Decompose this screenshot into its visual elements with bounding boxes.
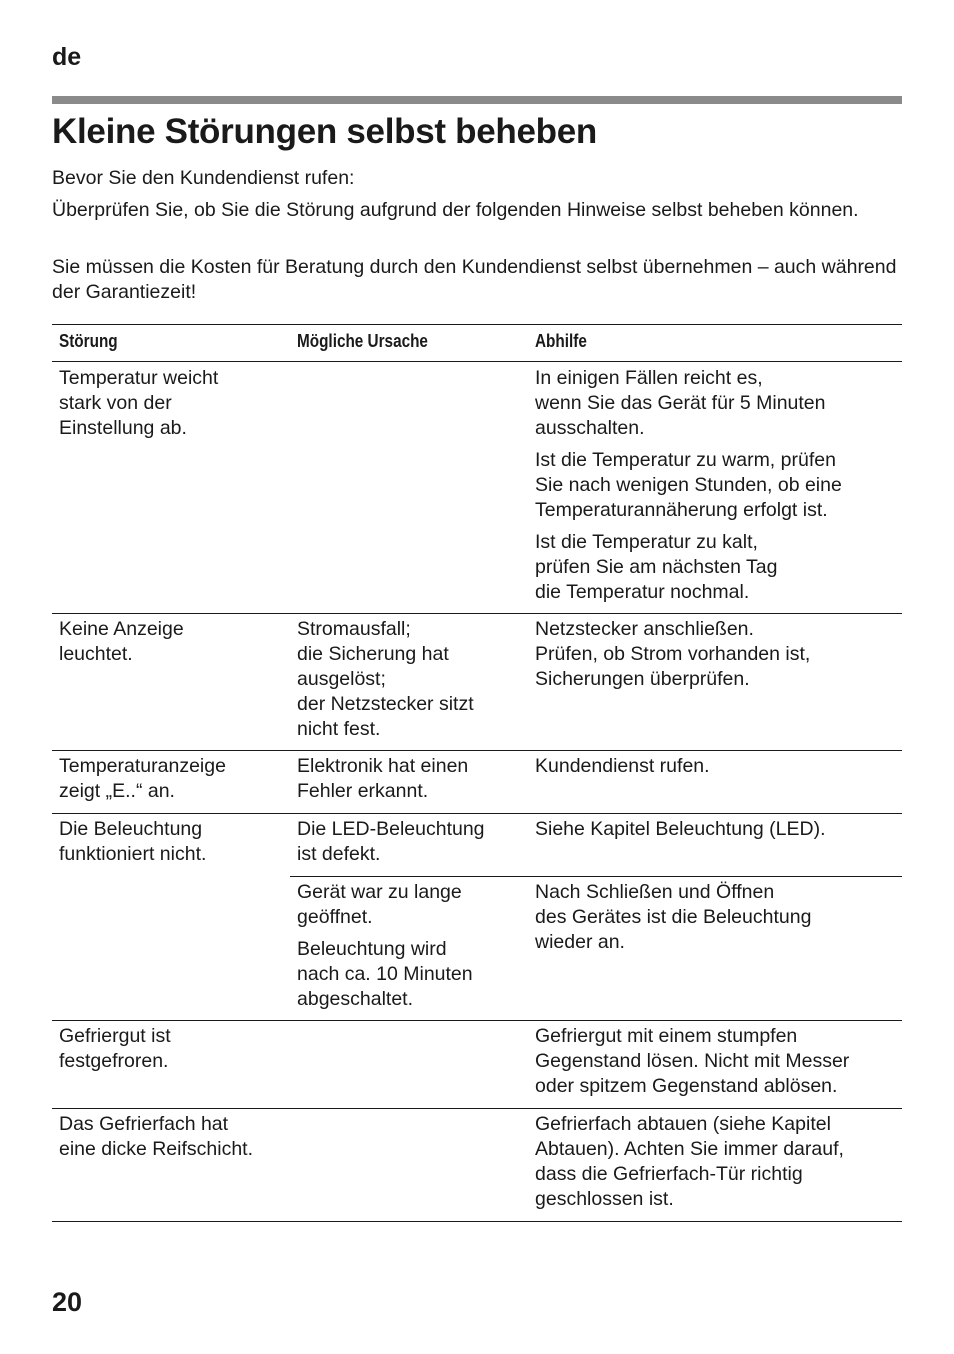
page-number: 20 (52, 1287, 83, 1317)
problem-cell: Temperaturanzeige zeigt „E..“ an. (59, 755, 226, 802)
intro-paragraph: Überprüfen Sie, ob Sie die Störung aufgrund der folgenden Hinweise selbst beheben können. (52, 199, 859, 221)
table-row (52, 1109, 902, 1222)
remedy-cell: Netzstecker anschließen. Prüfen, ob Strom vorhanden ist, Sicherungen überprüfen. (535, 618, 811, 690)
page-title: Kleine Störungen selbst beheben (52, 112, 597, 151)
remedy-cell: Ist die Temperatur zu kalt, prüfen Sie am nächsten Tag die Temperatur nochmal. (535, 531, 778, 603)
remedy-cell: Ist die Temperatur zu warm, prüfen Sie nach wenigen Stunden, ob eine Temperaturannäherung erfolgt ist. (535, 449, 842, 521)
cause-cell: Die LED-Beleuchtung ist defekt. (297, 818, 485, 865)
problem-cell: Die Beleuchtung funktioniert nicht. (59, 818, 207, 865)
header-rule (52, 96, 902, 104)
problem-cell: Gefriergut ist festgefroren. (59, 1025, 171, 1072)
column-header-problem: Störung (59, 331, 118, 351)
remedy-cell: Nach Schließen und Öffnen des Gerätes ist die Beleuchtung wieder an. (535, 881, 812, 953)
remedy-cell: Gefriergut mit einem stumpfen Gegenstand lösen. Nicht mit Messer oder spitzem Gegenstand ablösen. (535, 1025, 850, 1097)
cause-cell: Gerät war zu lange geöffnet. (297, 881, 462, 928)
problem-cell: Temperatur weicht stark von der Einstellung ab. (59, 367, 219, 439)
cause-cell: Elektronik hat einen Fehler erkannt. (297, 755, 469, 802)
table-row (52, 614, 902, 751)
intro-paragraph: Sie müssen die Kosten für Beratung durch den Kundendienst selbst übernehmen – auch während der Garantiezeit! (52, 256, 897, 303)
problem-cell: Keine Anzeige leuchtet. (59, 618, 184, 665)
intro-paragraph: Bevor Sie den Kundendienst rufen: (52, 167, 355, 189)
table-row (52, 814, 902, 1021)
troubleshooting-table (52, 324, 902, 1222)
table-bottom-rule (52, 1221, 902, 1222)
cause-cell: Beleuchtung wird nach ca. 10 Minuten abgeschaltet. (297, 938, 473, 1010)
table-row (52, 362, 902, 614)
table-header-row (52, 324, 902, 362)
remedy-cell: Gefrierfach abtauen (siehe Kapitel Abtauen). Achten Sie immer darauf, dass die Gefrierfach-Tür richtig geschlossen ist. (535, 1113, 844, 1210)
remedy-cell: In einigen Fällen reicht es, wenn Sie das Gerät für 5 Minuten ausschalten. (535, 367, 826, 439)
problem-cell: Das Gefrierfach hat eine dicke Reifschicht. (59, 1113, 254, 1160)
table-row (52, 751, 902, 814)
cause-cell: Stromausfall; die Sicherung hat ausgelöst; der Netzstecker sitzt nicht fest. (297, 618, 474, 740)
column-header-remedy: Abhilfe (535, 331, 587, 351)
remedy-cell: Siehe Kapitel Beleuchtung (LED). (535, 818, 826, 840)
remedy-cell: Kundendienst rufen. (535, 755, 710, 777)
language-label: de (52, 43, 82, 71)
column-header-cause: Mögliche Ursache (297, 331, 428, 351)
subrow-divider (290, 876, 902, 877)
table-row (52, 1021, 902, 1109)
